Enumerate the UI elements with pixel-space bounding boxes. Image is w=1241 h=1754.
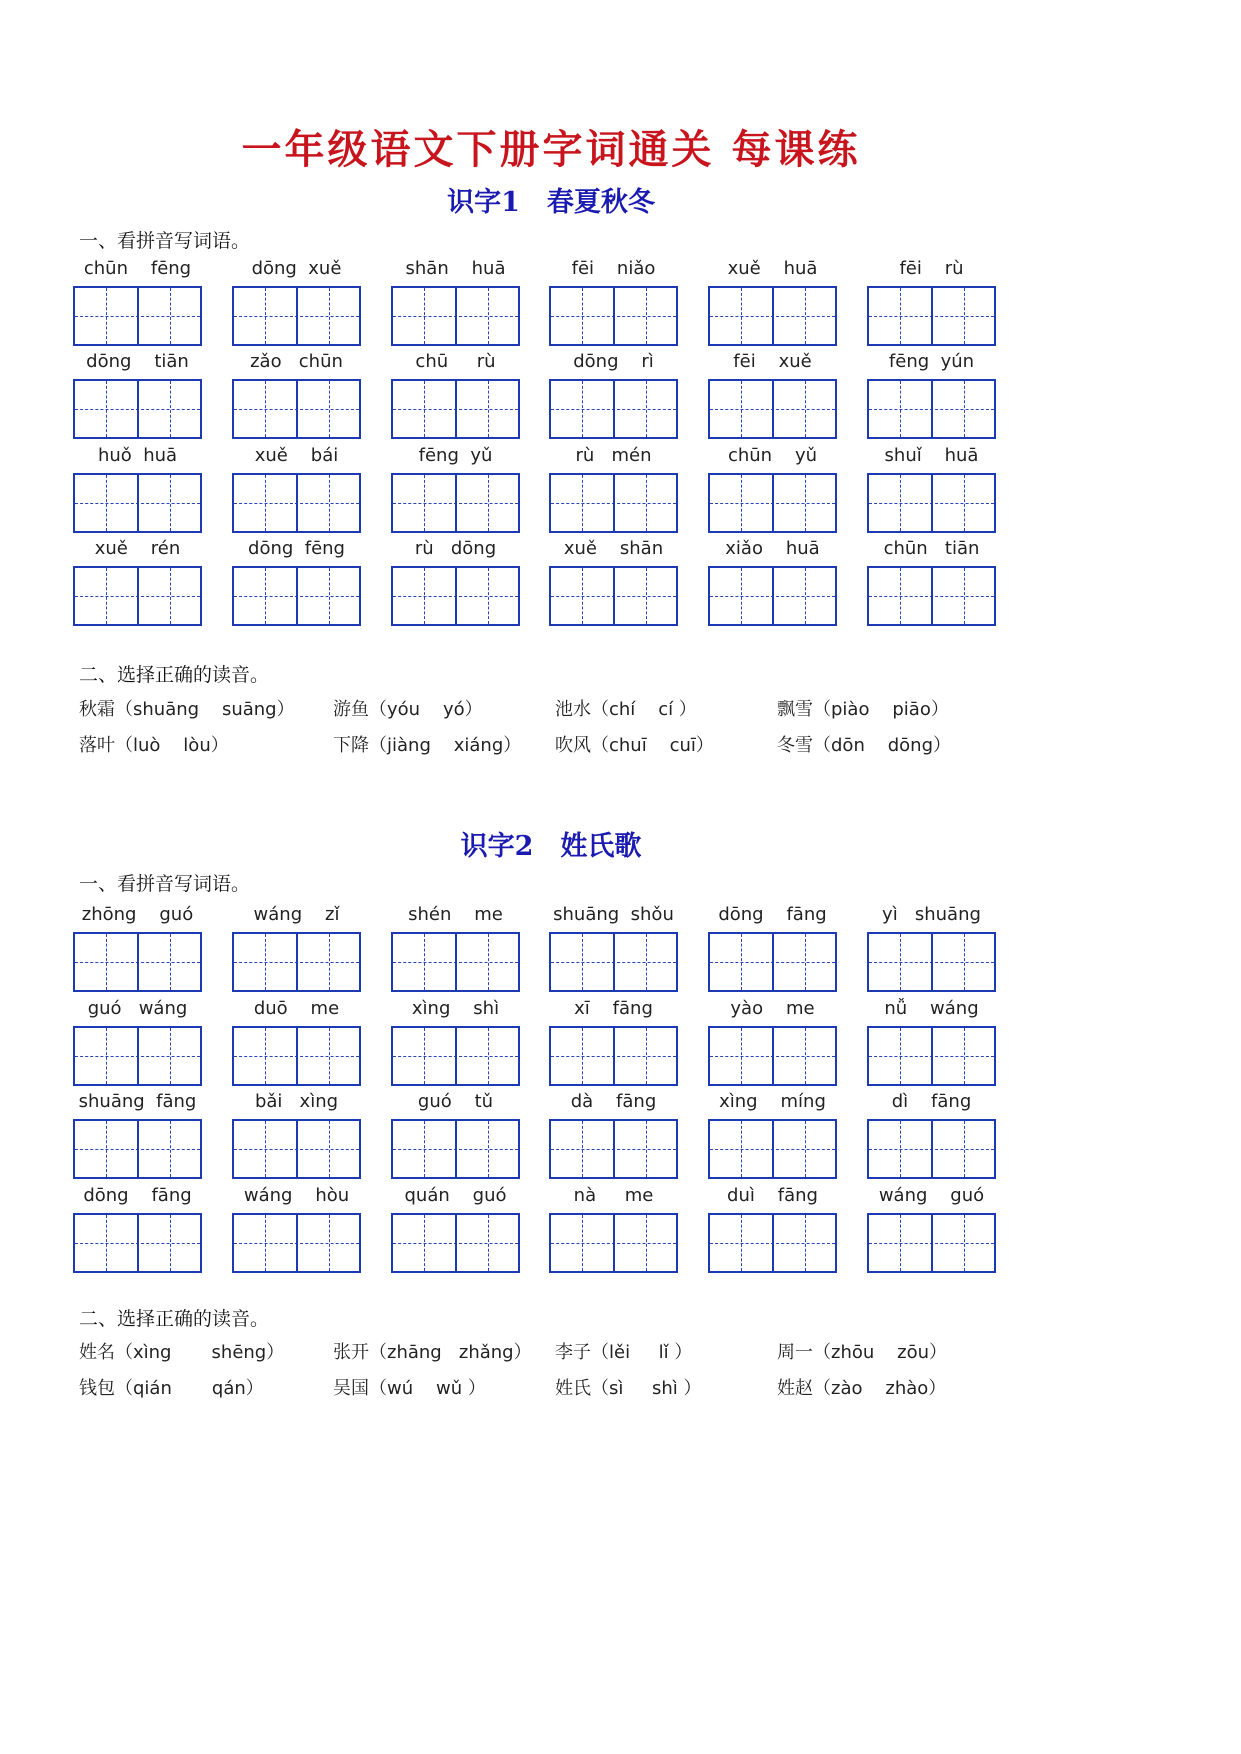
pinyin-label: duō me bbox=[253, 998, 340, 1019]
pinyin-label: huǒ huā bbox=[97, 445, 178, 466]
grid-guide-line bbox=[805, 1028, 806, 1084]
grid-divider bbox=[772, 381, 774, 437]
grid-guide-line bbox=[265, 475, 266, 531]
grid-guide-line bbox=[329, 568, 330, 624]
grid-divider bbox=[455, 1028, 457, 1084]
grid-guide-line bbox=[900, 1215, 901, 1271]
pinyin-label: shān huā bbox=[405, 258, 506, 279]
section-heading-choose-pronunciation: 二、选择正确的读音。 bbox=[79, 1308, 270, 1330]
pronunciation-choice[interactable]: 下降（jiàng xiáng） bbox=[333, 735, 522, 756]
grid-guide-line bbox=[805, 934, 806, 990]
grid-divider bbox=[296, 568, 298, 624]
pinyin-label: xiǎo huā bbox=[725, 538, 820, 559]
grid-guide-line bbox=[646, 1121, 647, 1177]
pronunciation-choice[interactable]: 吹风（chuī cuī） bbox=[555, 735, 714, 756]
grid-divider bbox=[931, 568, 933, 624]
writing-grid-box[interactable] bbox=[867, 379, 996, 439]
grid-guide-line bbox=[741, 934, 742, 990]
grid-divider bbox=[455, 568, 457, 624]
pinyin-label: fēng yǔ bbox=[418, 445, 493, 466]
grid-guide-line bbox=[964, 288, 965, 344]
grid-guide-line bbox=[170, 288, 171, 344]
grid-guide-line bbox=[265, 1121, 266, 1177]
pinyin-label: xuě shān bbox=[563, 538, 664, 559]
writing-grid-box[interactable] bbox=[549, 473, 678, 533]
grid-guide-line bbox=[646, 934, 647, 990]
grid-divider bbox=[613, 1028, 615, 1084]
pinyin-label: xuě rén bbox=[94, 538, 181, 559]
pronunciation-choice[interactable]: 池水（chí cí ） bbox=[555, 699, 697, 720]
grid-guide-line bbox=[424, 1215, 425, 1271]
grid-guide-line bbox=[265, 1028, 266, 1084]
grid-divider bbox=[455, 381, 457, 437]
grid-divider bbox=[137, 934, 139, 990]
grid-divider bbox=[137, 475, 139, 531]
grid-guide-line bbox=[582, 1028, 583, 1084]
grid-guide-line bbox=[424, 568, 425, 624]
pinyin-label: fēi rù bbox=[899, 258, 964, 279]
grid-guide-line bbox=[170, 1121, 171, 1177]
grid-guide-line bbox=[582, 568, 583, 624]
pinyin-label: shuāng fāng bbox=[78, 1091, 197, 1112]
grid-guide-line bbox=[964, 1121, 965, 1177]
grid-guide-line bbox=[900, 288, 901, 344]
grid-guide-line bbox=[488, 568, 489, 624]
writing-grid-box[interactable] bbox=[549, 1119, 678, 1179]
writing-grid-box[interactable] bbox=[708, 1119, 837, 1179]
pronunciation-choice[interactable]: 姓氏（sì shì ） bbox=[555, 1378, 702, 1399]
pronunciation-choice[interactable]: 吴国（wú wǔ ） bbox=[333, 1378, 486, 1399]
grid-guide-line bbox=[329, 288, 330, 344]
grid-guide-line bbox=[265, 934, 266, 990]
writing-grid-box[interactable] bbox=[391, 932, 520, 992]
grid-guide-line bbox=[964, 934, 965, 990]
writing-grid-box[interactable] bbox=[391, 286, 520, 346]
writing-grid-box[interactable] bbox=[232, 566, 361, 626]
grid-guide-line bbox=[265, 381, 266, 437]
pinyin-label: yào me bbox=[730, 998, 815, 1019]
writing-grid-box[interactable] bbox=[708, 286, 837, 346]
pinyin-label: wáng zǐ bbox=[253, 904, 340, 925]
writing-grid-box[interactable] bbox=[708, 379, 837, 439]
grid-guide-line bbox=[741, 288, 742, 344]
grid-divider bbox=[455, 1215, 457, 1271]
writing-grid-box[interactable] bbox=[232, 932, 361, 992]
pronunciation-choice[interactable]: 李子（lěi lǐ ） bbox=[555, 1342, 693, 1363]
pinyin-label: duì fāng bbox=[727, 1185, 818, 1206]
writing-grid-box[interactable] bbox=[549, 932, 678, 992]
writing-grid-box[interactable] bbox=[73, 1026, 202, 1086]
pronunciation-choice[interactable]: 张开（zhāng zhǎng） bbox=[333, 1342, 532, 1363]
writing-grid-box[interactable] bbox=[391, 473, 520, 533]
grid-guide-line bbox=[805, 1215, 806, 1271]
grid-guide-line bbox=[646, 1028, 647, 1084]
writing-grid-box[interactable] bbox=[73, 473, 202, 533]
pinyin-label: fēng yún bbox=[888, 351, 975, 372]
grid-guide-line bbox=[488, 381, 489, 437]
grid-guide-line bbox=[265, 288, 266, 344]
writing-grid-box[interactable] bbox=[867, 473, 996, 533]
pronunciation-choice[interactable]: 姓名（xìng shēng） bbox=[79, 1342, 285, 1363]
writing-grid-box[interactable] bbox=[867, 932, 996, 992]
pinyin-label: chūn yǔ bbox=[727, 445, 818, 466]
grid-guide-line bbox=[741, 1121, 742, 1177]
pinyin-label: shén me bbox=[408, 904, 503, 925]
grid-divider bbox=[137, 288, 139, 344]
grid-divider bbox=[137, 568, 139, 624]
pinyin-label: bǎi xìng bbox=[254, 1091, 339, 1112]
writing-grid-box[interactable] bbox=[73, 1119, 202, 1179]
pronunciation-choice[interactable]: 周一（zhōu zōu） bbox=[777, 1342, 948, 1363]
pinyin-label: wáng guó bbox=[878, 1185, 985, 1206]
writing-grid-box[interactable] bbox=[73, 379, 202, 439]
grid-guide-line bbox=[106, 1121, 107, 1177]
writing-grid-box[interactable] bbox=[232, 473, 361, 533]
pronunciation-choice[interactable]: 冬雪（dōn dōng） bbox=[777, 735, 952, 756]
pinyin-label: guó tǔ bbox=[417, 1091, 494, 1112]
pronunciation-choice[interactable]: 落叶（luò lòu） bbox=[79, 735, 229, 756]
grid-guide-line bbox=[488, 475, 489, 531]
grid-guide-line bbox=[741, 1028, 742, 1084]
grid-divider bbox=[455, 1121, 457, 1177]
writing-grid-box[interactable] bbox=[232, 1026, 361, 1086]
grid-guide-line bbox=[106, 1028, 107, 1084]
grid-divider bbox=[772, 1121, 774, 1177]
grid-divider bbox=[931, 381, 933, 437]
main-title: 一年级语文下册字词通关 每课练 bbox=[241, 126, 861, 173]
pronunciation-choice[interactable]: 秋霜（shuāng suāng） bbox=[79, 699, 295, 720]
section-heading-choose-pronunciation: 二、选择正确的读音。 bbox=[79, 664, 270, 686]
pinyin-label: dōng fēng bbox=[248, 538, 345, 559]
pinyin-label: rù dōng bbox=[414, 538, 497, 559]
pinyin-label: fēi niǎo bbox=[571, 258, 656, 279]
pronunciation-choice[interactable]: 钱包（qián qán） bbox=[79, 1378, 264, 1399]
grid-divider bbox=[772, 475, 774, 531]
grid-guide-line bbox=[170, 1215, 171, 1271]
grid-divider bbox=[613, 1121, 615, 1177]
grid-guide-line bbox=[964, 568, 965, 624]
grid-guide-line bbox=[805, 381, 806, 437]
grid-guide-line bbox=[424, 934, 425, 990]
grid-guide-line bbox=[964, 1215, 965, 1271]
grid-guide-line bbox=[106, 1215, 107, 1271]
grid-guide-line bbox=[964, 475, 965, 531]
grid-guide-line bbox=[900, 1121, 901, 1177]
grid-guide-line bbox=[488, 1028, 489, 1084]
grid-guide-line bbox=[582, 1121, 583, 1177]
grid-divider bbox=[931, 288, 933, 344]
pinyin-label: zhōng guó bbox=[81, 904, 194, 925]
grid-guide-line bbox=[582, 381, 583, 437]
writing-grid-box[interactable] bbox=[549, 286, 678, 346]
pinyin-label: quán guó bbox=[404, 1185, 507, 1206]
grid-guide-line bbox=[106, 475, 107, 531]
pinyin-label: chū rù bbox=[415, 351, 496, 372]
grid-divider bbox=[772, 1028, 774, 1084]
grid-guide-line bbox=[741, 1215, 742, 1271]
writing-grid-box[interactable] bbox=[867, 1213, 996, 1273]
grid-divider bbox=[772, 288, 774, 344]
pinyin-label: xìng míng bbox=[719, 1091, 826, 1112]
grid-guide-line bbox=[582, 475, 583, 531]
grid-guide-line bbox=[805, 1121, 806, 1177]
grid-divider bbox=[931, 1215, 933, 1271]
grid-guide-line bbox=[170, 381, 171, 437]
grid-guide-line bbox=[424, 475, 425, 531]
writing-grid-box[interactable] bbox=[708, 1213, 837, 1273]
grid-divider bbox=[455, 288, 457, 344]
grid-guide-line bbox=[329, 934, 330, 990]
pinyin-label: xī fāng bbox=[574, 998, 653, 1019]
grid-guide-line bbox=[329, 1121, 330, 1177]
grid-guide-line bbox=[646, 1215, 647, 1271]
grid-divider bbox=[772, 934, 774, 990]
pinyin-label: dì fāng bbox=[891, 1091, 972, 1112]
pinyin-label: nǚ wáng bbox=[884, 998, 979, 1019]
grid-guide-line bbox=[488, 1121, 489, 1177]
writing-grid-box[interactable] bbox=[232, 379, 361, 439]
writing-grid-box[interactable] bbox=[867, 1026, 996, 1086]
pinyin-label: yì shuāng bbox=[882, 904, 981, 925]
pinyin-label: wáng hòu bbox=[243, 1185, 350, 1206]
writing-grid-box[interactable] bbox=[867, 286, 996, 346]
grid-guide-line bbox=[741, 381, 742, 437]
grid-divider bbox=[296, 288, 298, 344]
grid-divider bbox=[931, 934, 933, 990]
pinyin-label: dà fāng bbox=[570, 1091, 657, 1112]
writing-grid-box[interactable] bbox=[73, 566, 202, 626]
grid-guide-line bbox=[900, 1028, 901, 1084]
grid-divider bbox=[296, 1215, 298, 1271]
writing-grid-box[interactable] bbox=[232, 286, 361, 346]
writing-grid-box[interactable] bbox=[391, 379, 520, 439]
grid-guide-line bbox=[646, 381, 647, 437]
grid-guide-line bbox=[106, 381, 107, 437]
grid-guide-line bbox=[488, 934, 489, 990]
grid-divider bbox=[296, 381, 298, 437]
grid-divider bbox=[137, 1028, 139, 1084]
grid-guide-line bbox=[265, 1215, 266, 1271]
writing-grid-box[interactable] bbox=[549, 1026, 678, 1086]
grid-guide-line bbox=[329, 475, 330, 531]
pinyin-label: xuě bái bbox=[254, 445, 339, 466]
grid-divider bbox=[296, 1028, 298, 1084]
grid-guide-line bbox=[424, 381, 425, 437]
writing-grid-box[interactable] bbox=[391, 1213, 520, 1273]
grid-divider bbox=[137, 381, 139, 437]
grid-divider bbox=[931, 475, 933, 531]
grid-guide-line bbox=[964, 381, 965, 437]
grid-divider bbox=[455, 475, 457, 531]
grid-guide-line bbox=[964, 1028, 965, 1084]
pinyin-label: dōng fāng bbox=[83, 1185, 192, 1206]
writing-grid-box[interactable] bbox=[232, 1213, 361, 1273]
grid-guide-line bbox=[424, 1121, 425, 1177]
writing-grid-box[interactable] bbox=[708, 473, 837, 533]
grid-guide-line bbox=[646, 475, 647, 531]
writing-grid-box[interactable] bbox=[708, 566, 837, 626]
grid-divider bbox=[455, 934, 457, 990]
grid-guide-line bbox=[582, 1215, 583, 1271]
section-heading-write-words: 一、看拼音写词语。 bbox=[79, 230, 251, 252]
grid-guide-line bbox=[170, 475, 171, 531]
writing-grid-box[interactable] bbox=[867, 1119, 996, 1179]
pinyin-label: dōng fāng bbox=[718, 904, 827, 925]
pinyin-label: zǎo chūn bbox=[250, 351, 343, 372]
grid-guide-line bbox=[582, 288, 583, 344]
writing-grid-box[interactable] bbox=[232, 1119, 361, 1179]
grid-guide-line bbox=[170, 1028, 171, 1084]
grid-guide-line bbox=[805, 475, 806, 531]
grid-divider bbox=[772, 1215, 774, 1271]
grid-guide-line bbox=[741, 475, 742, 531]
writing-grid-box[interactable] bbox=[708, 1026, 837, 1086]
grid-guide-line bbox=[265, 568, 266, 624]
grid-guide-line bbox=[106, 568, 107, 624]
grid-guide-line bbox=[900, 381, 901, 437]
pronunciation-choice[interactable]: 游鱼（yóu yó） bbox=[333, 699, 483, 720]
writing-grid-box[interactable] bbox=[549, 1213, 678, 1273]
grid-divider bbox=[296, 1121, 298, 1177]
section-heading-write-words: 一、看拼音写词语。 bbox=[79, 873, 251, 895]
grid-guide-line bbox=[805, 568, 806, 624]
grid-divider bbox=[772, 568, 774, 624]
grid-guide-line bbox=[424, 1028, 425, 1084]
grid-guide-line bbox=[805, 288, 806, 344]
writing-grid-box[interactable] bbox=[391, 566, 520, 626]
writing-grid-box[interactable] bbox=[73, 1213, 202, 1273]
grid-guide-line bbox=[424, 288, 425, 344]
grid-guide-line bbox=[646, 568, 647, 624]
grid-divider bbox=[137, 1215, 139, 1271]
writing-grid-box[interactable] bbox=[73, 932, 202, 992]
grid-divider bbox=[613, 568, 615, 624]
writing-grid-box[interactable] bbox=[73, 286, 202, 346]
grid-divider bbox=[296, 934, 298, 990]
grid-guide-line bbox=[900, 934, 901, 990]
grid-guide-line bbox=[900, 475, 901, 531]
writing-grid-box[interactable] bbox=[391, 1119, 520, 1179]
pinyin-label: chūn fēng bbox=[83, 258, 192, 279]
pronunciation-choice[interactable]: 飘雪（piào piāo） bbox=[777, 699, 949, 720]
lesson-title: 识字2 姓氏歌 bbox=[460, 831, 642, 862]
pinyin-label: rù mén bbox=[575, 445, 652, 466]
grid-divider bbox=[296, 475, 298, 531]
grid-guide-line bbox=[170, 568, 171, 624]
pinyin-label: shuǐ huā bbox=[884, 445, 979, 466]
grid-divider bbox=[613, 381, 615, 437]
grid-guide-line bbox=[488, 288, 489, 344]
grid-guide-line bbox=[741, 568, 742, 624]
grid-guide-line bbox=[646, 288, 647, 344]
grid-divider bbox=[137, 1121, 139, 1177]
grid-divider bbox=[613, 1215, 615, 1271]
pinyin-label: guó wáng bbox=[87, 998, 188, 1019]
grid-divider bbox=[931, 1028, 933, 1084]
pinyin-label: dōng tiān bbox=[86, 351, 189, 372]
grid-divider bbox=[613, 934, 615, 990]
grid-guide-line bbox=[488, 1215, 489, 1271]
grid-divider bbox=[613, 288, 615, 344]
pinyin-label: nà me bbox=[573, 1185, 654, 1206]
pronunciation-choice[interactable]: 姓赵（zào zhào） bbox=[777, 1378, 947, 1399]
pinyin-label: chūn tiān bbox=[883, 538, 980, 559]
pinyin-label: fēi xuě bbox=[733, 351, 812, 372]
grid-guide-line bbox=[900, 568, 901, 624]
writing-grid-box[interactable] bbox=[549, 566, 678, 626]
writing-grid-box[interactable] bbox=[867, 566, 996, 626]
pinyin-label: dōng xuě bbox=[251, 258, 342, 279]
grid-divider bbox=[931, 1121, 933, 1177]
grid-divider bbox=[613, 475, 615, 531]
lesson-title: 识字1 春夏秋冬 bbox=[447, 187, 655, 218]
pinyin-label: xìng shì bbox=[411, 998, 500, 1019]
grid-guide-line bbox=[106, 934, 107, 990]
writing-grid-box[interactable] bbox=[391, 1026, 520, 1086]
grid-guide-line bbox=[329, 1028, 330, 1084]
pinyin-label: dōng rì bbox=[573, 351, 654, 372]
grid-guide-line bbox=[170, 934, 171, 990]
pinyin-label: shuāng shǒu bbox=[553, 904, 674, 925]
grid-guide-line bbox=[106, 288, 107, 344]
writing-grid-box[interactable] bbox=[708, 932, 837, 992]
writing-grid-box[interactable] bbox=[549, 379, 678, 439]
grid-guide-line bbox=[329, 1215, 330, 1271]
grid-guide-line bbox=[582, 934, 583, 990]
grid-guide-line bbox=[329, 381, 330, 437]
pinyin-label: xuě huā bbox=[727, 258, 818, 279]
